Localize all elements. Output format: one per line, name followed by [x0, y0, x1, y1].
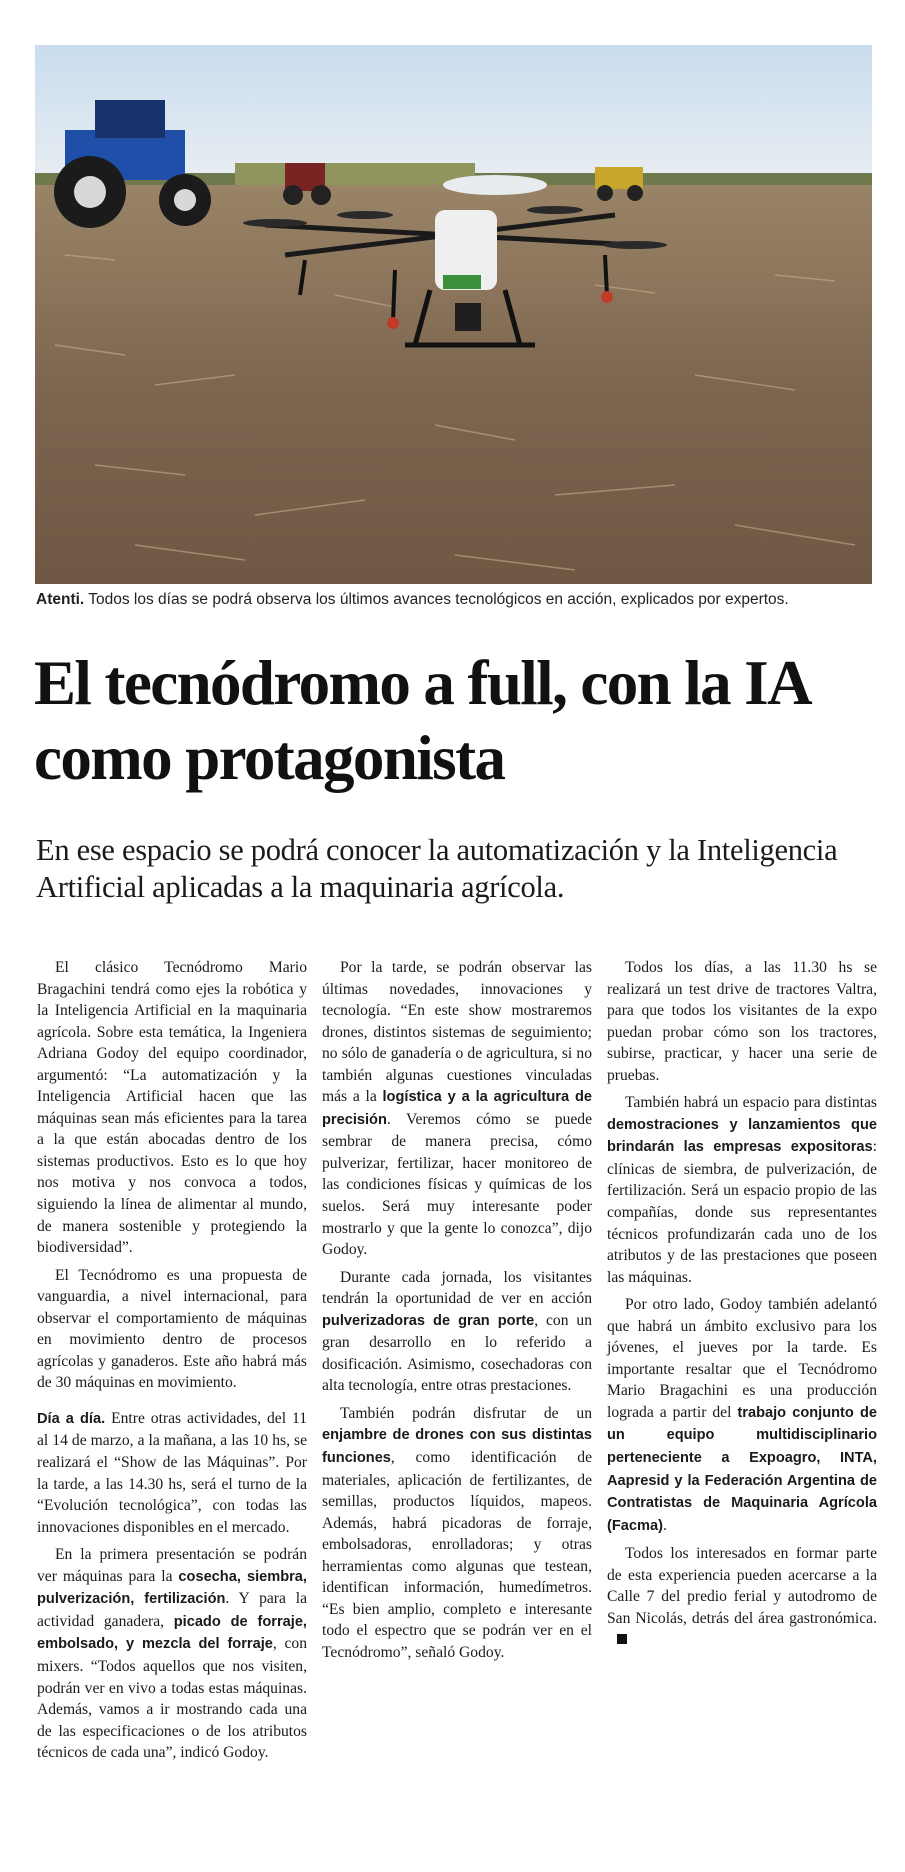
- paragraph-6: Durante cada jornada, los visitantes tendrán la oportunidad de ver en acción pulverizadoras de gran porte, con un gran desarrollo en lo referido a dosificación. Asimismo, cosechadoras con alta tecnología, entre otras prestaciones.: [322, 1268, 592, 1395]
- paragraph-4: En la primera presentación se podrán ver máquinas para la cosecha, siembra, pulverización, fertilización. Y para la actividad ganadera, picado de forraje, embolsado, y mezcla del forraje, con mixers. “Todos aquellos que nos visiten, podrán ver en vivo a todas estas máquinas. Además, vamos a ir mostrando cada una de las especificaciones o de los atributos técnicos de cada una”, indicó Godoy.: [37, 1546, 308, 1762]
- silo-bag: [443, 175, 547, 195]
- caption-lead: Atenti.: [36, 591, 85, 608]
- photo-caption: [36, 590, 876, 610]
- paragraph-3: Día a día. Entre otras actividades, del 11 al 14 de marzo, a la mañana, a las 10 hs, se realizará el “Show de las Máquinas”. Por la tarde, a las 14.30 hs, será el turno de la “Evolución tecnológica”, con todas las innovaciones disponibles en el mercado.: [37, 1409, 308, 1536]
- headline: El tecnódromo a full, con la IA como protagonista: [34, 648, 808, 793]
- paragraph-7: También podrán disfrutar de un enjambre de drones con sus distintas funciones, como identificación de materiales, aplicación de fertilizantes, de semillas, productos líquidos, mapeos. Además, habrá picadoras de forraje, embolsadoras, enrolladoras; y otras herramientas como algunas que testean, identifican información, humedímetros. “Es bien amplio, completo e interesante todo el espectro que se podrán ver en el Tecnódromo”, señaló Godoy.: [322, 1404, 592, 1661]
- paragraph-9: También habrá un espacio para distintas demostraciones y lanzamientos que brindarán las empresas expositoras: clínicas de siembra, de pulverización, de fertilización. Será un espacio propio de las compañías, donde sus representantes técnicos profundizarán cada uno de los atributos y de las prestaciones que poseen las máquinas.: [607, 1094, 877, 1286]
- paragraph-2: El Tecnódromo es una propuesta de vanguardia, a nivel internacional, para observar el comportamiento de máquinas en movimiento dentro de procesos agrícolas y ganaderos. Este año habrá más de 30 máquinas en movimiento.: [37, 1266, 307, 1392]
- paragraph-1: El clásico Tecnódromo Mario Bragachini tendrá como ejes la robótica y la Inteligencia Artificial en la maquinaria agrícola. Sobre esta temática, la Ingeniera Adriana Godoy del equipo coordinador, argumentó: “La automatización y la Inteligencia Artificial hacen que las máquinas sean más eficientes para la tarea a la que están abocadas dentro de los sistemas productivos. Esto es lo que hoy nos motiva y nos convoca a todos, siguiendo la línea de alimentar al mundo, de manera sostenible y protegiendo la biodiversidad”.: [37, 959, 307, 1257]
- paragraph-10: Por otro lado, Godoy también adelantó que habrá un ámbito exclusivo para los jóvenes, el jueves por la tarde. Es importante resaltar que el Tecnódromo Mario Bragachini es una producción lograda a partir del trabajo conjunto de un equipo multidisciplinario perteneciente a Expoagro, INTA, Aapresid y la Federación Argentina de Contratistas de Maquinaria Agrícola (Facma).: [607, 1296, 877, 1534]
- end-of-article-mark: [617, 1634, 627, 1644]
- caption-text: Todos los días se podrá observa los últimos avances tecnológicos en acción, explicados por expertos.: [88, 591, 789, 608]
- deck-subtitle: En ese espacio se podrá conocer la automatización y la Inteligencia Artificial aplicadas a la maquinaria agrícola.: [36, 833, 838, 904]
- paragraph-8: Todos los días, a las 11.30 hs se realizará un test drive de tractores Valtra, para que todos los visitantes de la expo puedan probar cómo son los tractores, subirse, practicar, y hacer una serie de pruebas.: [607, 959, 877, 1084]
- article-column-2: [322, 957, 592, 1670]
- article-column-3: [607, 957, 877, 1657]
- crop-field-background: [235, 163, 475, 185]
- subhead-dia-a-dia: Día a día.: [37, 1410, 106, 1427]
- drone-field-photo: [35, 45, 872, 584]
- paragraph-11: Todos los interesados en formar parte de esta experiencia pueden acercarse a la Calle 7 del predio ferial y autodromo de San Nicolás, detrás del área gastronómica.: [607, 1543, 877, 1651]
- paragraph-5: Por la tarde, se podrán observar las últimas novedades, innovaciones y tecnología. “En este show mostraremos drones, distintos sistemas de seguimiento; no sólo de ganadería o de agricultura, si no también algunas cuestiones vinculadas más a la logística y a la agricultura de precisión. Veremos cómo se puede sembrar de manera precisa, cómo pulverizar, fertilizar, hacer monitoreo de las condiciones físicas y químicas de los suelos. Será muy interesante poder mostrarlo y que la gente lo conozca”, dijo Godoy.: [322, 959, 592, 1259]
- article-column-1: [37, 957, 307, 1770]
